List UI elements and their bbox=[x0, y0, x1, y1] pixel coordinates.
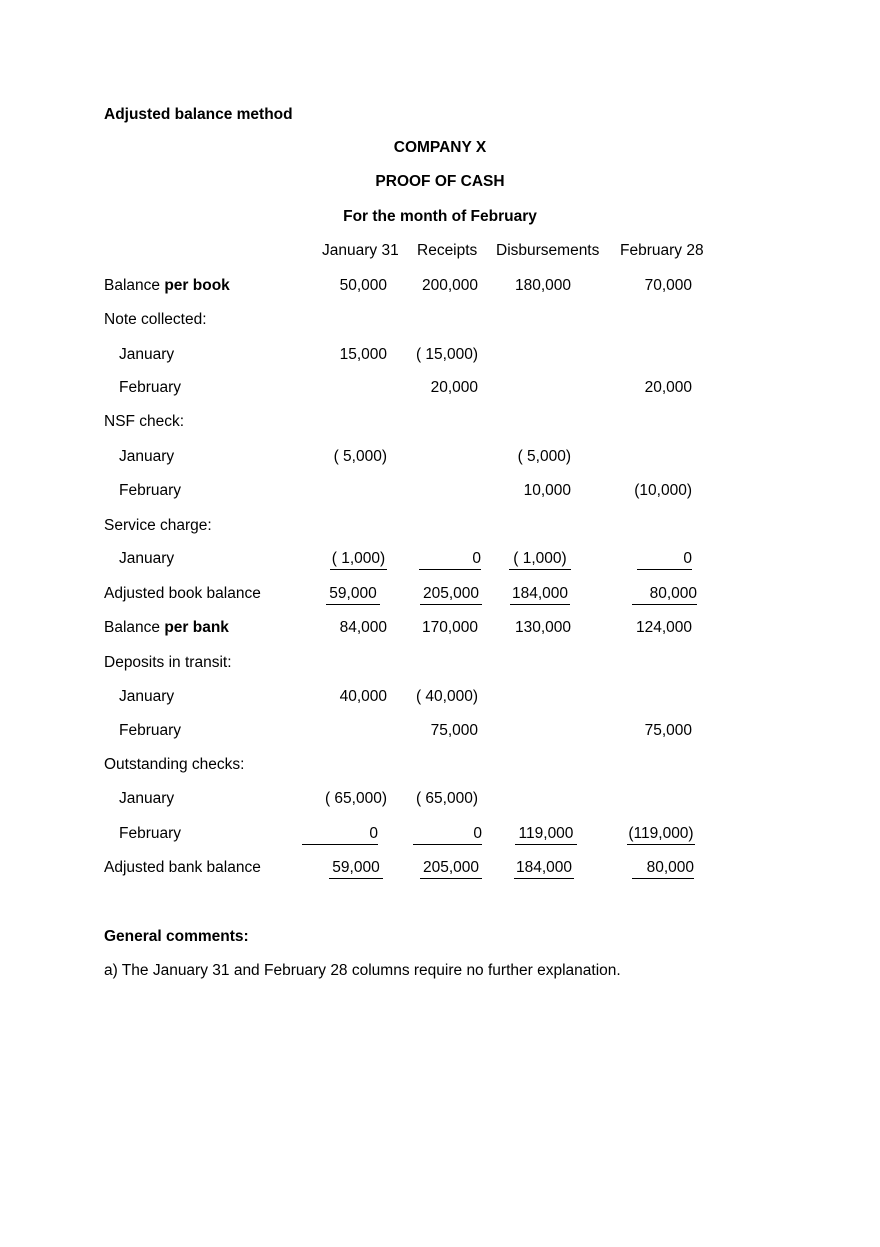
amount-cell: 15,000 bbox=[339, 346, 387, 363]
row-label: Deposits in transit: bbox=[104, 654, 232, 671]
amount-cell: ( 1,000) bbox=[330, 550, 387, 570]
amount-cell: ( 65,000) bbox=[324, 790, 387, 807]
amount-cell: 180,000 bbox=[514, 277, 571, 294]
row-label: January bbox=[119, 448, 175, 465]
row-label bbox=[104, 619, 229, 637]
section-title: Adjusted balance method bbox=[104, 106, 293, 123]
amount-cell: ( 5,000) bbox=[517, 448, 571, 465]
statement-title: PROOF OF CASH bbox=[375, 173, 505, 190]
row-label: Service charge: bbox=[104, 517, 212, 534]
amount-cell: 124,000 bbox=[635, 619, 692, 636]
comment-line: a) The January 31 and February 28 columns require no further explanation. bbox=[104, 962, 621, 979]
company-name: COMPANY X bbox=[393, 139, 487, 156]
amount-cell: 205,000 bbox=[420, 585, 482, 605]
amount-cell: 0 bbox=[419, 550, 481, 570]
amount-cell: ( 5,000) bbox=[333, 448, 387, 465]
row-label: January bbox=[119, 346, 175, 363]
amount-cell: 80,000 bbox=[632, 859, 694, 879]
amount-cell: (10,000) bbox=[634, 482, 692, 499]
amount-cell: (119,000) bbox=[627, 825, 695, 845]
column-header-receipts: Receipts bbox=[417, 242, 478, 259]
amount-cell: ( 65,000) bbox=[415, 790, 478, 807]
row-label: February bbox=[119, 825, 182, 842]
amount-cell: 59,000 bbox=[329, 859, 383, 879]
row-label: February bbox=[119, 722, 182, 739]
amount-cell: 75,000 bbox=[644, 722, 692, 739]
amount-cell: 184,000 bbox=[514, 859, 574, 879]
row-label bbox=[104, 277, 230, 295]
amount-cell: 75,000 bbox=[430, 722, 478, 739]
comments-title: General comments: bbox=[104, 928, 249, 945]
amount-cell: 50,000 bbox=[339, 277, 387, 294]
row-label: February bbox=[119, 482, 182, 499]
amount-cell: 0 bbox=[637, 550, 692, 570]
column-header-february-28: February 28 bbox=[620, 242, 704, 259]
amount-cell: 70,000 bbox=[644, 277, 692, 294]
amount-cell: 84,000 bbox=[339, 619, 387, 636]
row-label: January bbox=[119, 550, 175, 567]
statement-period: For the month of February bbox=[343, 208, 537, 225]
row-label-emphasis: per book bbox=[164, 277, 230, 294]
amount-cell: 0 bbox=[413, 825, 482, 845]
row-label: Note collected: bbox=[104, 311, 207, 328]
row-label: Adjusted book balance bbox=[104, 585, 261, 602]
amount-cell: 200,000 bbox=[421, 277, 478, 294]
amount-cell: ( 1,000) bbox=[509, 550, 571, 570]
amount-cell: 170,000 bbox=[421, 619, 478, 636]
row-label: NSF check: bbox=[104, 413, 185, 430]
row-label-text: Balance bbox=[104, 277, 165, 294]
amount-cell: 80,000 bbox=[632, 585, 697, 605]
amount-cell: ( 40,000) bbox=[415, 688, 478, 705]
amount-cell: 59,000 bbox=[326, 585, 380, 605]
amount-cell: 10,000 bbox=[523, 482, 571, 499]
amount-cell: 20,000 bbox=[430, 379, 478, 396]
row-label: January bbox=[119, 790, 175, 807]
row-label: Adjusted bank balance bbox=[104, 859, 261, 876]
amount-cell: 20,000 bbox=[644, 379, 692, 396]
amount-cell: 0 bbox=[302, 825, 378, 845]
column-header-january-31: January 31 bbox=[322, 242, 399, 259]
column-header-disbursements: Disbursements bbox=[496, 242, 600, 259]
amount-cell: 40,000 bbox=[339, 688, 387, 705]
amount-cell: 184,000 bbox=[510, 585, 570, 605]
amount-cell: 119,000 bbox=[515, 825, 577, 845]
row-label: February bbox=[119, 379, 182, 396]
row-label-emphasis: per bank bbox=[164, 619, 229, 636]
amount-cell: 205,000 bbox=[420, 859, 482, 879]
row-label: Outstanding checks: bbox=[104, 756, 245, 773]
row-label: January bbox=[119, 688, 175, 705]
row-label-text: Balance bbox=[104, 619, 165, 636]
amount-cell: ( 15,000) bbox=[415, 346, 478, 363]
amount-cell: 130,000 bbox=[514, 619, 571, 636]
